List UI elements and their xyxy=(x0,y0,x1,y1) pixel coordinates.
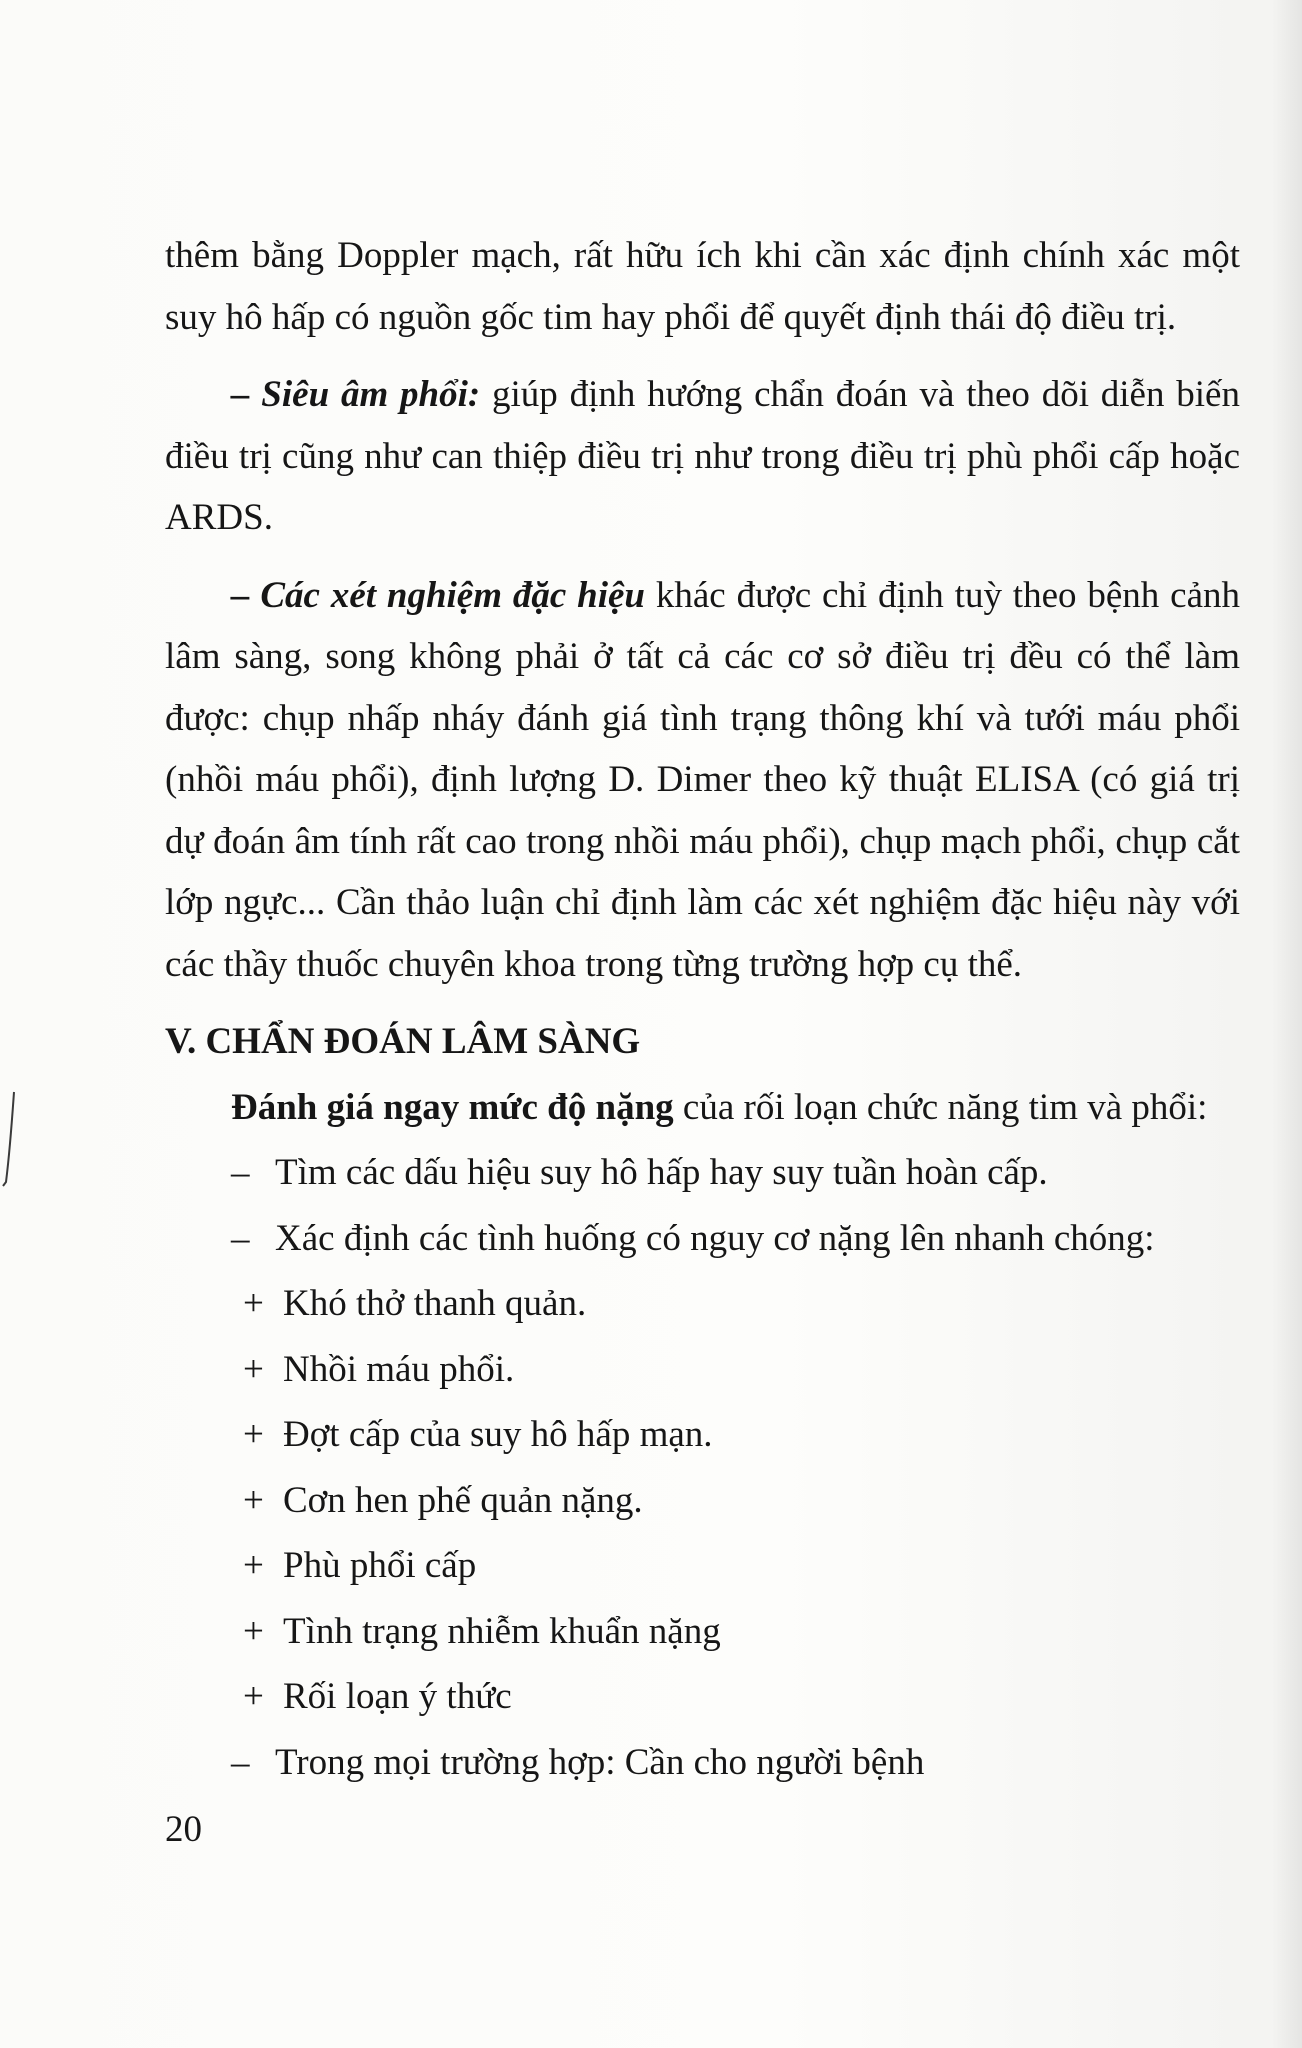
paragraph-lung-ultrasound xyxy=(165,364,1240,549)
sub-list-item-text: Tình trạng nhiễm khuẩn nặng xyxy=(283,1610,721,1652)
sub-list-item xyxy=(165,1666,1240,1728)
sub-list-item-text: Phù phổi cấp xyxy=(283,1545,477,1586)
page-edge-shadow xyxy=(1272,0,1302,2048)
dash-marker: – xyxy=(231,1152,250,1193)
sub-list-item-text: Cơn hen phế quản nặng. xyxy=(283,1479,643,1521)
sub-list-item xyxy=(165,1601,1240,1663)
paragraph-doppler-text: thêm bằng Doppler mạch, rất hữu ích khi cần xác định chính xác một suy hô hấp có nguồn gốc tim hay phổi để quyết định thái độ điều trị. xyxy=(165,235,1240,338)
list-item xyxy=(165,1732,1240,1794)
list-item xyxy=(165,1142,1240,1204)
paragraph-specific-tests xyxy=(165,565,1240,996)
lung-ultrasound-term: – Siêu âm phổi: xyxy=(231,374,481,415)
section-heading: V. CHẨN ĐOÁN LÂM SÀNG xyxy=(165,1021,641,1062)
list-item-text: Tìm các dấu hiệu suy hô hấp hay suy tuần hoàn cấp. xyxy=(275,1152,1048,1193)
list-item xyxy=(165,1208,1240,1270)
list-item-text: Xác định các tình huống có nguy cơ nặng lên nhanh chóng: xyxy=(275,1217,1155,1259)
plus-marker: + xyxy=(243,1414,264,1455)
list-item-text: Trong mọi trường hợp: Cần cho người bệnh xyxy=(275,1741,925,1783)
page-content xyxy=(165,225,1240,1797)
page-number: 20 xyxy=(165,1809,202,1850)
sub-list-item xyxy=(165,1535,1240,1597)
sub-list-item-text: Rối loạn ý thức xyxy=(283,1676,512,1717)
specific-tests-term: – Các xét nghiệm đặc hiệu xyxy=(231,574,646,616)
plus-marker: + xyxy=(243,1610,264,1652)
dash-marker: – xyxy=(231,1217,250,1259)
plus-marker: + xyxy=(243,1676,264,1717)
plus-marker: + xyxy=(243,1348,264,1390)
sub-list-item-text: Đợt cấp của suy hô hấp mạn. xyxy=(283,1414,713,1455)
sub-list-item xyxy=(165,1404,1240,1466)
plus-marker: + xyxy=(243,1545,264,1586)
sub-list-item-text: Nhồi máu phổi. xyxy=(283,1348,515,1390)
paragraph-doppler xyxy=(165,225,1240,348)
pen-mark xyxy=(0,1090,20,1190)
dash-marker: – xyxy=(231,1741,250,1783)
sub-list-item xyxy=(165,1273,1240,1335)
specific-tests-text: khác được chỉ định tuỳ theo bệnh cảnh lâm sàng, song không phải ở tất cả các cơ sở điều trị đều có thể làm được: chụp nhấp nháy đánh giá tình trạng thông khí và tưới máu phổi (nhồi máu phổi), định lượng D. Dimer theo kỹ thuật ELISA (có giá trị dự đoán âm tính rất cao trong nhồi máu phổi), chụp mạch phổi, chụp cắt lớp ngực... Cần thảo luận chỉ định làm các xét nghiệm đặc hiệu này với các thầy thuốc chuyên khoa trong từng trường hợp cụ thể. xyxy=(165,574,1240,985)
assessment-lead-bold: Đánh giá ngay mức độ nặng xyxy=(231,1086,674,1128)
plus-marker: + xyxy=(243,1479,264,1521)
plus-marker: + xyxy=(243,1283,264,1324)
sub-list-item xyxy=(165,1339,1240,1401)
lung-ultrasound-text: giúp định hướng chẩn đoán và theo dõi diễn biến điều trị cũng như can thiệp điều trị như trong điều trị phù phổi cấp hoặc ARDS. xyxy=(165,374,1240,538)
assessment-lead xyxy=(165,1077,1240,1139)
sub-list-item-text: Khó thở thanh quản. xyxy=(283,1283,587,1324)
sub-list-item xyxy=(165,1470,1240,1532)
assessment-lead-rest: của rối loạn chức năng tim và phổi: xyxy=(673,1086,1208,1128)
